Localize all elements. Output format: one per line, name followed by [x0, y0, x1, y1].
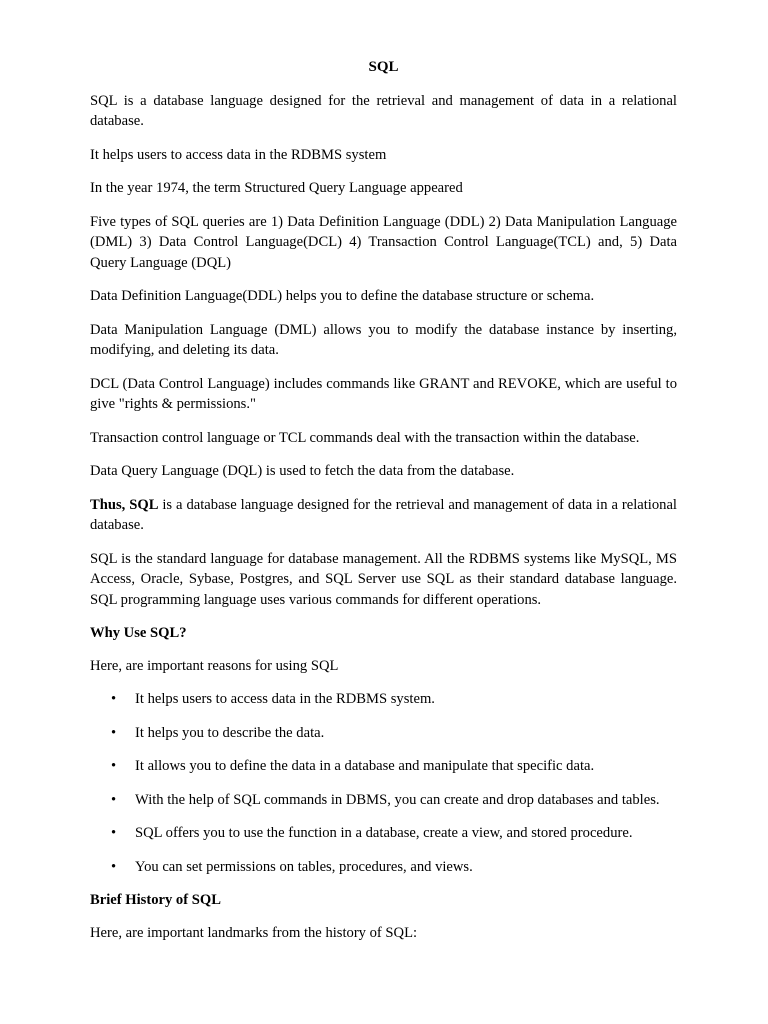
list-item-text: With the help of SQL commands in DBMS, you can create and drop databases and tables. — [135, 791, 660, 808]
paragraph-tcl: Transaction control language or TCL commands deal with the transaction within the database. — [90, 429, 640, 446]
heading-brief-history: Brief History of SQL — [90, 892, 221, 908]
list-item-text: It helps you to describe the data. — [135, 724, 325, 741]
bullet-icon: • — [111, 691, 117, 707]
paragraph-dml: Data Manipulation Language (DML) allows you to modify the database instance by inserting, modifying, and deleting its data. — [90, 321, 677, 358]
bullet-icon: • — [111, 791, 117, 808]
paragraph-rdbms-access: It helps users to access data in the RDBMS system — [90, 146, 387, 163]
paragraph-ddl: Data Definition Language(DDL) helps you to define the database structure or schema. — [90, 288, 595, 304]
list-item-text: It allows you to define the data in a database and manipulate that specific data. — [135, 758, 595, 774]
paragraph-year-1974: In the year 1974, the term Structured Query Language appeared — [90, 180, 463, 196]
list-item-text: You can set permissions on tables, procedures, and views. — [135, 858, 473, 875]
bullet-icon: • — [111, 758, 117, 774]
paragraph-dql: Data Query Language (DQL) is used to fetch the data from the database. — [90, 463, 515, 479]
paragraph-definition: SQL is a database language designed for the retrieval and management of data in a relational database. — [90, 92, 677, 129]
list-item-text: It helps users to access data in the RDBMS system. — [135, 691, 435, 707]
document-title: SQL — [368, 59, 399, 75]
paragraph-why-intro: Here, are important reasons for using SQL — [90, 657, 339, 674]
list-item — [90, 823, 677, 844]
list-item — [90, 790, 677, 811]
list-item — [90, 857, 677, 878]
paragraph-standard-language: SQL is the standard language for database management. All the RDBMS systems like MySQL, MS Access, Oracle, Sybase, Postgres, and SQL Server use SQL as their standard database language. SQL programming language uses various commands for different operations. — [90, 550, 677, 608]
list-item — [90, 689, 677, 710]
bullet-icon: • — [111, 858, 117, 875]
why-list — [90, 689, 677, 877]
list-item-text: SQL offers you to use the function in a database, create a view, and stored procedure. — [135, 825, 633, 841]
paragraph-five-types: Five types of SQL queries are 1) Data Definition Language (DDL) 2) Data Manipulation Language (DML) 3) Data Control Language(DCL) 4) Transaction Control Language(TCL) and, 5) Data Query Language (DQL) — [90, 213, 677, 271]
list-item — [90, 723, 677, 744]
heading-why-use-sql: Why Use SQL? — [90, 625, 187, 641]
paragraph-dcl: DCL (Data Control Language) includes commands like GRANT and REVOKE, which are useful to give "rights & permissions." — [90, 375, 677, 412]
bullet-icon: • — [111, 825, 117, 841]
thus-rest: is a database language designed for the retrieval and management of data in a relational database. — [90, 496, 677, 533]
list-item — [90, 756, 677, 777]
thus-lead: Thus, SQL — [90, 496, 159, 513]
bullet-icon: • — [111, 724, 117, 741]
paragraph-thus — [90, 495, 677, 536]
document-page — [90, 57, 677, 956]
paragraph-history-intro: Here, are important landmarks from the history of SQL: — [90, 924, 418, 941]
